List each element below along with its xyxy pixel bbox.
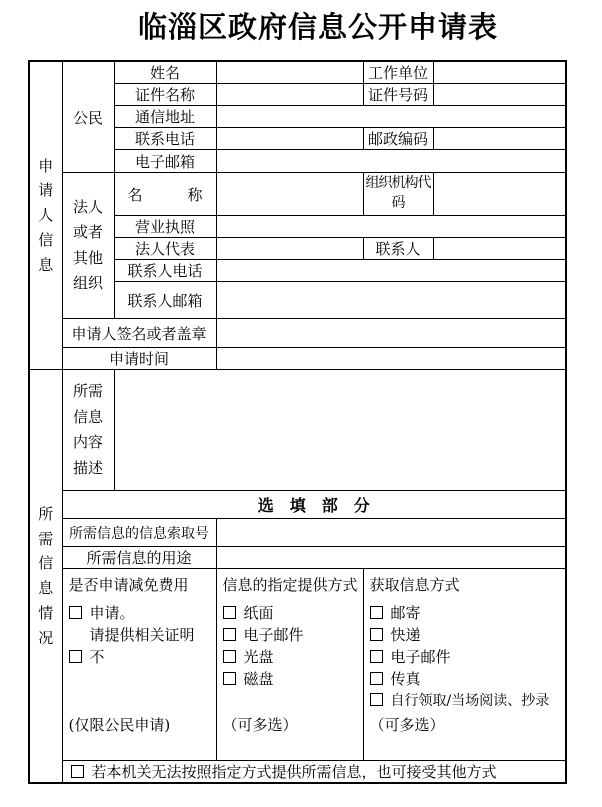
legal-rep-label: 法人代表 <box>114 238 216 260</box>
contact-phone-label: 联系人电话 <box>114 260 216 282</box>
option-label: 邮寄 <box>390 604 421 622</box>
index-number-label: 所需信息的信息索取号 <box>62 519 216 547</box>
checkbox-icon[interactable] <box>223 628 236 641</box>
table-row <box>29 491 566 519</box>
option-label: 传真 <box>390 670 421 688</box>
checkbox-icon[interactable] <box>370 628 383 641</box>
checkbox-icon[interactable] <box>370 650 383 663</box>
table-row <box>29 173 566 216</box>
option-fax[interactable] <box>370 671 563 687</box>
provide-method-header: 信息的指定提供方式 <box>222 576 358 594</box>
checkbox-icon[interactable] <box>370 606 383 619</box>
email-label: 电子邮箱 <box>114 150 216 173</box>
checkbox-icon[interactable] <box>69 650 82 663</box>
postcode-label: 邮政编码 <box>363 128 433 150</box>
group-citizen-label: 公民 <box>62 61 114 173</box>
fee-waiver-cell <box>62 569 216 761</box>
checkbox-icon[interactable] <box>223 606 236 619</box>
id-number-label: 证件号码 <box>363 84 433 106</box>
option-label: 电子邮件 <box>243 626 304 644</box>
option-label: 不 <box>89 648 105 666</box>
option-fee-apply[interactable] <box>69 605 213 621</box>
option-mail[interactable] <box>370 605 563 621</box>
org-code-label: 组织机构代码 <box>363 173 433 216</box>
table-row <box>29 569 566 761</box>
obtain-method-header: 获取信息方式 <box>369 576 460 594</box>
provide-method-cell <box>216 569 363 761</box>
checkbox-icon[interactable] <box>71 765 84 778</box>
signature-label: 申请人签名或者盖章 <box>62 319 216 348</box>
postcode-input-cell[interactable] <box>433 128 566 150</box>
provide-method-note: （可多选） <box>222 716 298 734</box>
option-label: 若本机关无法按照指定方式提供所需信息，也可接受其他方式 <box>91 763 497 781</box>
option-label: 快递 <box>390 626 421 644</box>
table-row <box>29 370 566 491</box>
application-form-table <box>28 60 567 784</box>
purpose-label: 所需信息的用途 <box>62 547 216 569</box>
description-input-cell[interactable] <box>114 370 566 491</box>
fee-waiver-note: (仅限公民申请) <box>68 716 171 734</box>
org-name-input-cell[interactable] <box>216 173 363 216</box>
name-input-cell[interactable] <box>216 61 363 84</box>
fee-waiver-header: 是否申请减免费用 <box>68 576 189 594</box>
description-label: 所需信息内容描述 <box>62 370 114 491</box>
checkbox-icon[interactable] <box>370 693 383 706</box>
option-label: 磁盘 <box>243 670 274 688</box>
legal-rep-input-cell[interactable] <box>216 238 363 260</box>
page-title: 临淄区政府信息公开申请表 <box>137 10 498 44</box>
option-label: 申请。 <box>89 604 135 622</box>
obtain-method-cell <box>363 569 566 761</box>
table-row <box>29 519 566 547</box>
checkbox-icon[interactable] <box>69 606 82 619</box>
option-other-method[interactable] <box>71 763 497 781</box>
table-row <box>29 61 566 84</box>
index-number-input-cell[interactable] <box>216 519 566 547</box>
checkbox-icon[interactable] <box>223 650 236 663</box>
apply-time-input-cell[interactable] <box>216 348 566 370</box>
id-number-input-cell[interactable] <box>433 84 566 106</box>
section-required-info: 所需信息情况 <box>29 370 62 784</box>
contact-person-input-cell[interactable] <box>433 238 566 260</box>
checkbox-icon[interactable] <box>370 672 383 685</box>
table-row <box>29 761 566 784</box>
other-method-cell <box>62 761 566 784</box>
section-applicant-info: 申请人信息 <box>29 61 62 370</box>
work-unit-label: 工作单位 <box>363 61 433 84</box>
table-row <box>29 547 566 569</box>
signature-input-cell[interactable] <box>216 319 566 348</box>
address-input-cell[interactable] <box>216 106 566 128</box>
optional-part-header: 选 填 部 分 <box>62 491 566 519</box>
id-type-label: 证件名称 <box>114 84 216 106</box>
option-express[interactable] <box>370 627 563 643</box>
email-input-cell[interactable] <box>216 150 566 173</box>
option-self-pickup[interactable] <box>370 693 563 709</box>
option-email-delivery[interactable] <box>223 627 360 643</box>
work-unit-input-cell[interactable] <box>433 61 566 84</box>
option-label: 自行领取/当场阅读、抄录 <box>390 693 550 709</box>
id-type-input-cell[interactable] <box>216 84 363 106</box>
contact-email-label: 联系人邮箱 <box>114 282 216 319</box>
contact-phone-input-cell[interactable] <box>216 260 566 282</box>
phone-label: 联系电话 <box>114 128 216 150</box>
group-organization-label: 法人或者其他组织 <box>62 173 114 319</box>
option-fee-no[interactable] <box>69 649 213 665</box>
phone-input-cell[interactable] <box>216 128 363 150</box>
obtain-method-note: （可多选） <box>369 716 445 734</box>
org-code-input-cell[interactable] <box>433 173 566 216</box>
contact-person-label: 联系人 <box>363 238 433 260</box>
option-label: 电子邮件 <box>390 648 451 666</box>
checkbox-icon[interactable] <box>223 672 236 685</box>
purpose-input-cell[interactable] <box>216 547 566 569</box>
option-label: 光盘 <box>243 648 274 666</box>
option-fee-apply-note: 请提供相关证明 <box>89 626 195 644</box>
option-disk[interactable] <box>223 671 360 687</box>
license-input-cell[interactable] <box>216 216 566 238</box>
table-row <box>29 348 566 370</box>
contact-email-input-cell[interactable] <box>216 282 566 319</box>
address-label: 通信地址 <box>114 106 216 128</box>
option-paper[interactable] <box>223 605 360 621</box>
name-label: 姓名 <box>114 61 216 84</box>
apply-time-label: 申请时间 <box>62 348 216 370</box>
option-email-obtain[interactable] <box>370 649 563 665</box>
org-name-label: 名 称 <box>114 173 216 216</box>
option-label: 纸面 <box>243 604 274 622</box>
license-label: 营业执照 <box>114 216 216 238</box>
table-row <box>29 319 566 348</box>
option-cd[interactable] <box>223 649 360 665</box>
